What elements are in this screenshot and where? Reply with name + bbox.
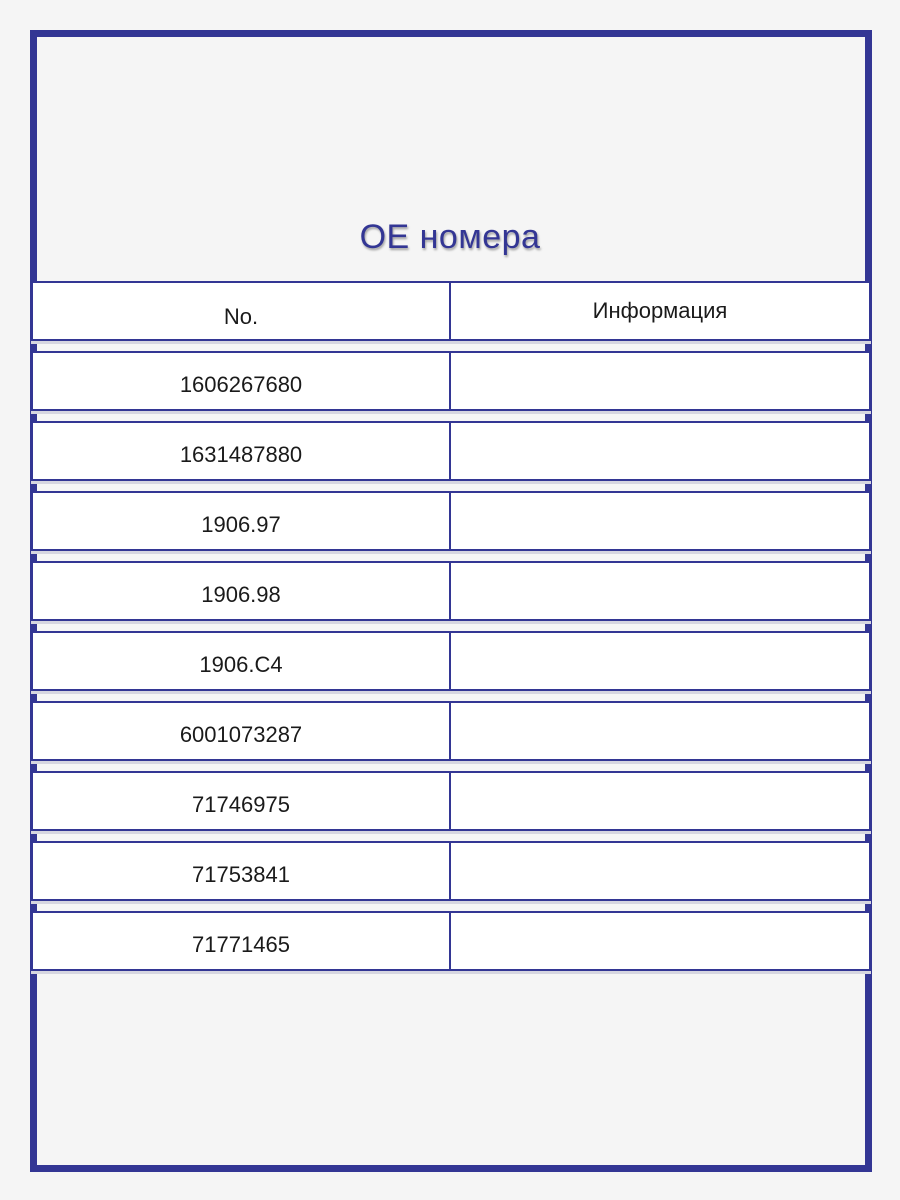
oe-number-cell: 71746975 (31, 771, 451, 831)
info-cell (451, 491, 871, 551)
info-cell (451, 771, 871, 831)
table-header-row (31, 281, 871, 341)
info-cell (451, 841, 871, 901)
column-header-info: Информация (451, 281, 871, 341)
table-row (31, 421, 871, 481)
info-cell (451, 351, 871, 411)
info-cell (451, 911, 871, 971)
info-cell (451, 631, 871, 691)
info-cell (451, 561, 871, 621)
oe-number-cell: 1606267680 (31, 351, 451, 411)
oe-number-cell: 1906.97 (31, 491, 451, 551)
table-row (31, 771, 871, 831)
table-row (31, 631, 871, 691)
page-title: OE номера (359, 218, 541, 256)
info-cell (451, 421, 871, 481)
column-header-no: No. (31, 281, 451, 341)
oe-number-cell: 1906.C4 (31, 631, 451, 691)
table-row (31, 561, 871, 621)
oe-number-cell: 71753841 (31, 841, 451, 901)
table-row (31, 701, 871, 761)
table-row (31, 911, 871, 971)
table-row (31, 841, 871, 901)
oe-numbers-table (31, 281, 871, 981)
oe-number-cell: 71771465 (31, 911, 451, 971)
oe-number-cell: 6001073287 (31, 701, 451, 761)
info-cell (451, 701, 871, 761)
table-row (31, 491, 871, 551)
table-row (31, 351, 871, 411)
oe-number-cell: 1906.98 (31, 561, 451, 621)
oe-number-cell: 1631487880 (31, 421, 451, 481)
